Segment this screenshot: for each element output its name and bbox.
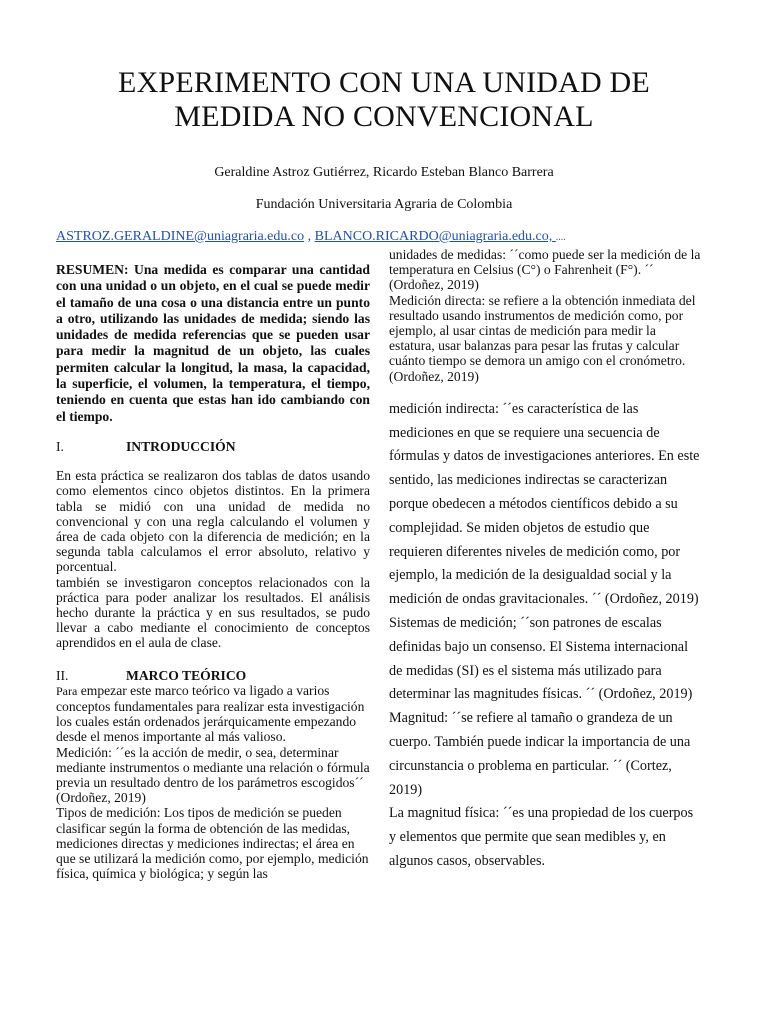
paper-title bbox=[40, 66, 728, 134]
email-link-1[interactable]: ASTROZ.GERALDINE@uniagraria.edu.co bbox=[56, 229, 305, 244]
direct-measurement-paragraph: Medición directa: se refiere a la obtención inmediata del resultado usando instrumentos de medición como, por ejemplo, al usar cintas de medición para medir la estatura, usar balanzas para pesar las frutas y calcular cuánto tiempo se demora un amigo con el cronómetro. (Ordoñez, 2019) bbox=[389, 292, 696, 384]
section-title: MARCO TEÓRICO bbox=[126, 667, 247, 683]
theory-paragraph-2: Medición: ´´es la acción de medir, o sea, determinar mediante instrumentos o mediante una relación o fórmula previa un resultado dentro de los parámetros escogidos´´ (Ordoñez, 2019) bbox=[56, 744, 370, 806]
theory-paragraph-1-text: empezar este marco teórico va ligado a varios conceptos fundamentales para realizar esta investigación los cuales están ordenados jerárquicamente empezando desde el menos importante al más valioso. bbox=[56, 682, 365, 745]
section-number: I. bbox=[56, 438, 64, 454]
intro-paragraph-1: En esta práctica se realizaron dos tablas de datos usando como elementos cinco objetos distintos. En la primera tabla se midió con una unidad de medida no convencional y con una regla calculando el volumen y área de cada objeto con la diferencia de medición; en la segunda tabla calculamos el error absoluto, relativo y porcentual. bbox=[56, 468, 370, 575]
email-ellipsis: .... bbox=[555, 232, 566, 243]
theory-heading bbox=[56, 668, 370, 683]
left-column bbox=[56, 262, 370, 881]
abstract: RESUMEN: Una medida es comparar una cantidad con una unidad o un objeto, en el cual se puede medir el tamaño de una cosa o una distancia entre un punto a otro, utilizando las unidades de medida; siendo las unidades de medida referencias que se pueden usar para medir la magnitud de un objeto, las cuales permiten calcular la longitud, la masa, la capacidad, la superficie, el volumen, la temperatura, el tiempo, teniendo en cuenta que estas han ido cambiando con el tiempo. bbox=[56, 262, 370, 424]
introduction-heading bbox=[56, 439, 370, 454]
physical-magnitude-paragraph: La magnitud física: ´´es una propiedad de los cuerpos y elementos que permite que sean medibles y, en algunos casos, observables. bbox=[389, 805, 694, 869]
right-column bbox=[389, 247, 703, 874]
author-emails bbox=[56, 229, 566, 245]
intro-paragraph-2: también se investigaron conceptos relacionados con la práctica para poder analizar los resultados. El análisis hecho durante la práctica y en sus resultados, se pudo llevar a cabo mediante el conocimiento de conceptos aprendidos en el aula de clase. bbox=[56, 574, 370, 651]
title-line-2: MEDIDA NO CONVENCIONAL bbox=[174, 100, 594, 133]
magnitude-paragraph: Magnitud: ´´se refiere al tamaño o grandeza de un cuerpo. También puede indicar la importancia de una circunstancia o problema en particular. ´´ (Cortez, 2019) bbox=[389, 710, 691, 798]
theory-paragraph-1 bbox=[56, 683, 370, 745]
indirect-measurement-paragraph: medición indirecta: ´´es característica de las mediciones en que se requiere una secuencia de fórmulas y datos de investigaciones anteriores. En este sentido, las mediciones indirectas se caracterizan porque obedecen a métodos científicos debido a su complejidad. Se miden objetos de estudio que requieren diferentes niveles de medición como, por ejemplo, la medición de la desigualdad social y la medición de ondas gravitacionales. ´´ (Ordoñez, 2019) bbox=[389, 400, 700, 608]
email-separator: , bbox=[304, 229, 315, 244]
authors: Geraldine Astroz Gutiérrez, Ricardo Esteban Blanco Barrera bbox=[214, 165, 554, 180]
units-paragraph: unidades de medidas: ´´como puede ser la medición de la temperatura en Celsius (C°) o Fahrenheit (F°). ´´ (Ordoñez, 2019) bbox=[389, 247, 701, 293]
title-line-1: EXPERIMENTO CON UNA UNIDAD DE bbox=[118, 66, 650, 99]
section-number: II. bbox=[56, 667, 69, 683]
email-link-2[interactable]: BLANCO.RICARDO@uniagraria.edu.co, bbox=[314, 229, 556, 244]
section-title: INTRODUCCIÓN bbox=[126, 438, 236, 454]
theory-paragraph-3: Tipos de medición: Los tipos de medición se pueden clasificar según la forma de obtención de las medidas, mediciones directas y mediciones indirectas; el área en que se utilizará la medición como, por ejemplo, medición física, química y biológica; y según las bbox=[56, 805, 369, 882]
measurement-systems-paragraph: Sistemas de medición; ´´son patrones de escalas definidas bajo un consenso. El Sistema internacional de medidas (SI) es el sistema más utilizado para determinar las magnitudes físicas. ´´ (Ordoñez, 2019) bbox=[389, 615, 693, 703]
theory-lead-word: Para bbox=[56, 683, 78, 698]
institution: Fundación Universitaria Agraria de Colombia bbox=[255, 197, 513, 212]
